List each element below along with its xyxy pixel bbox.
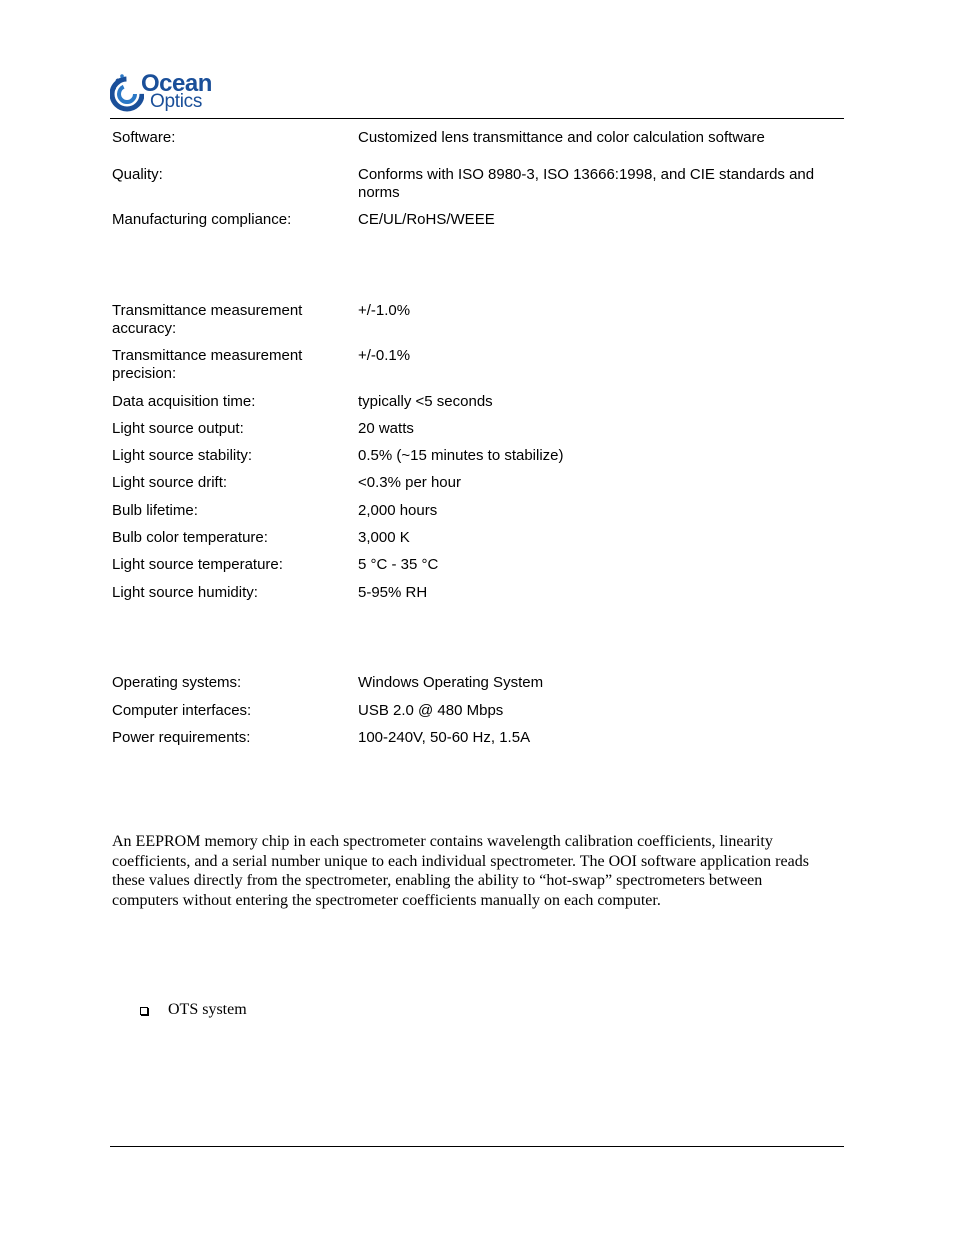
spec-value: CE/UL/RoHS/WEEE xyxy=(358,211,495,228)
spec-value: 20 watts xyxy=(358,420,414,437)
footer-rule xyxy=(110,1146,844,1147)
spec-value: 0.5% (~15 minutes to stabilize) xyxy=(358,447,564,464)
spec-label: Transmittance measurement accuracy: xyxy=(112,302,303,337)
spec-value: +/-1.0% xyxy=(358,302,411,319)
eeprom-paragraph: An EEPROM memory chip in each spectrometer contains wavelength calibration coefficients, linearity coefficients, and a serial number unique to each individual spectrometer. The OOI software application reads these values directly from the spectrometer, enabling the ability to “hot-swap” spectrometers between computers without entering the spectrometer coefficients manually on each computer. xyxy=(112,833,809,909)
spec-value: 100-240V, 50-60 Hz, 1.5A xyxy=(358,729,531,746)
spec-label: Data acquisition time: xyxy=(112,393,256,410)
spec-label: Bulb color temperature: xyxy=(112,529,268,546)
header-rule xyxy=(110,118,844,119)
spec-label: Quality: xyxy=(112,166,163,183)
spec-label: Software: xyxy=(112,129,176,146)
spec-value: Customized lens transmittance and color calculation software xyxy=(358,129,765,146)
spec-value: Conforms with ISO 8980-3, ISO 13666:1998, and CIE standards and norms xyxy=(358,166,815,201)
checkbox-bullet-icon xyxy=(140,1007,148,1015)
list-item-text: OTS system xyxy=(168,1001,247,1018)
spec-label: Bulb lifetime: xyxy=(112,502,198,519)
spec-label: Light source temperature: xyxy=(112,556,283,573)
spec-value: <0.3% per hour xyxy=(358,474,461,491)
spec-value: 5-95% RH xyxy=(358,584,428,601)
spec-label: Transmittance measurement precision: xyxy=(112,347,303,382)
spec-value: 5 °C - 35 °C xyxy=(358,556,439,573)
spec-value: +/-0.1% xyxy=(358,347,411,364)
spec-value: USB 2.0 @ 480 Mbps xyxy=(358,702,504,719)
spec-value: typically <5 seconds xyxy=(358,393,493,410)
spec-label: Operating systems: xyxy=(112,674,242,691)
spec-label: Light source drift: xyxy=(112,474,228,491)
logo-word-optics: Optics xyxy=(150,91,203,112)
spec-label: Light source stability: xyxy=(112,447,253,464)
spec-label: Light source output: xyxy=(112,420,244,437)
spec-value: 2,000 hours xyxy=(358,502,438,519)
spec-label: Power requirements: xyxy=(112,729,251,746)
spec-label: Manufacturing compliance: xyxy=(112,211,292,228)
spec-value: Windows Operating System xyxy=(358,674,544,691)
ocean-optics-swirl-icon xyxy=(110,70,144,116)
spec-label: Light source humidity: xyxy=(112,584,258,601)
spec-label: Computer interfaces: xyxy=(112,702,252,719)
ocean-optics-logo xyxy=(110,70,230,116)
spec-value: 3,000 K xyxy=(358,529,410,546)
logo-word-ocean: Ocean xyxy=(141,70,212,97)
